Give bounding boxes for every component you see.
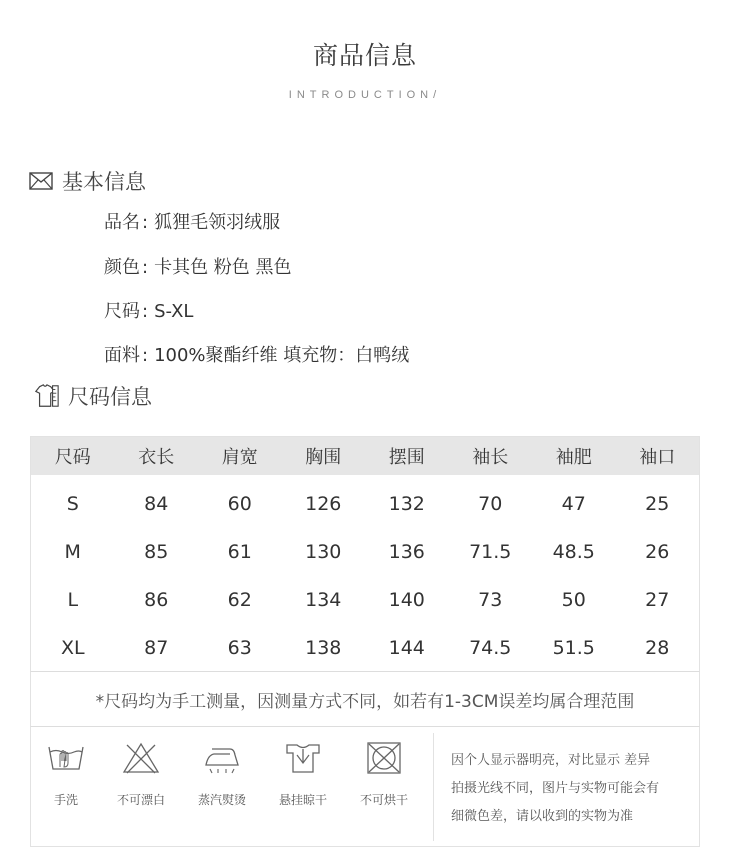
table-header-cell: 肩宽: [221, 447, 258, 468]
info-sep: :: [142, 345, 149, 366]
table-cell: 130: [305, 541, 342, 563]
care-label: 不可烘干: [359, 793, 408, 807]
table-cell: 28: [645, 637, 670, 659]
info-value: 狐狸毛领羽绒服: [154, 212, 281, 233]
care-label: 手洗: [53, 793, 78, 807]
page-title: 商品信息: [312, 41, 417, 70]
info-row-name: [104, 208, 280, 234]
info-label: 尺码: [104, 301, 140, 322]
table-cell: 26: [645, 541, 670, 563]
table-row: [31, 624, 699, 672]
basic-info-heading: [28, 166, 146, 196]
tshirt-ruler-icon: [34, 384, 60, 408]
info-row-size: [104, 297, 193, 323]
table-header-cell: 尺码: [54, 447, 91, 468]
page-subtitle: INTRODUCTION/: [288, 89, 442, 101]
info-label: 面料: [104, 345, 140, 366]
table-cell: S: [66, 493, 79, 515]
info-label: 颜色: [104, 257, 140, 278]
table-cell: 47: [561, 493, 586, 515]
info-value: 卡其色 粉色 黑色: [154, 257, 292, 278]
table-cell: 85: [144, 541, 169, 563]
table-header-cell: 袖口: [639, 447, 676, 468]
envelope-icon: [28, 169, 54, 193]
table-cell: 62: [227, 589, 252, 611]
table-cell: 134: [305, 589, 342, 611]
hang-dry-icon: [268, 741, 338, 775]
table-header-cell: 袖长: [472, 447, 509, 468]
size-table: [30, 436, 700, 673]
info-value: S-XL: [154, 301, 194, 322]
size-info-heading: [34, 381, 152, 411]
table-cell: 61: [227, 541, 252, 563]
care-label: 悬挂晾干: [278, 793, 327, 807]
info-sep: :: [142, 257, 149, 278]
table-cell: M: [64, 541, 81, 563]
care-label: 不可漂白: [116, 793, 165, 807]
no-tumble-dry-icon: [349, 741, 419, 775]
table-cell: 144: [388, 637, 425, 659]
info-row-color: [104, 253, 292, 279]
table-body: [31, 475, 699, 673]
table-header-cell: 摆围: [388, 447, 425, 468]
table-cell: XL: [60, 637, 85, 659]
table-cell: L: [67, 589, 79, 611]
care-divider: [433, 733, 434, 841]
care-note-line: 拍摄光线不同，图片与实物可能会有: [451, 781, 660, 796]
hand-wash-icon: [31, 741, 101, 775]
table-cell: 84: [144, 493, 169, 515]
care-label: 蒸汽熨烫: [197, 793, 246, 807]
table-cell: 74.5: [469, 637, 512, 659]
basic-info-title: 基本信息: [62, 170, 146, 194]
table-row: [31, 528, 699, 576]
table-cell: 73: [478, 589, 503, 611]
color-difference-note: [451, 747, 696, 831]
care-item-no-tumble-dry: [349, 741, 419, 808]
care-instructions: [30, 727, 700, 847]
table-cell: 63: [227, 637, 252, 659]
care-item-steam-iron: [187, 741, 257, 808]
table-header-cell: 袖肥: [555, 447, 592, 468]
measurement-note: *尺码均为手工测量，因测量方式不同，如若有1-3CM误差均属合理范围: [30, 671, 700, 727]
table-header-row: [31, 437, 699, 475]
table-cell: 70: [478, 493, 503, 515]
care-note-line: 细微色差，请以收到的实物为准: [451, 809, 634, 824]
table-cell: 50: [561, 589, 586, 611]
table-cell: 60: [227, 493, 252, 515]
table-row: [31, 480, 699, 528]
table-cell: 71.5: [469, 541, 512, 563]
table-cell: 140: [388, 589, 425, 611]
size-info-title: 尺码信息: [68, 385, 152, 409]
info-row-fabric: [104, 341, 409, 367]
info-value: 100%聚酯纤维 填充物：白鸭绒: [154, 345, 410, 366]
care-item-no-bleach: [106, 741, 176, 808]
table-cell: 87: [144, 637, 169, 659]
no-bleach-icon: [106, 741, 176, 775]
table-cell: 51.5: [552, 637, 595, 659]
info-label: 品名: [104, 212, 140, 233]
table-cell: 132: [388, 493, 425, 515]
table-cell: 27: [645, 589, 670, 611]
table-cell: 136: [388, 541, 425, 563]
table-cell: 126: [305, 493, 342, 515]
info-sep: :: [142, 301, 149, 322]
table-cell: 138: [305, 637, 342, 659]
table-header-cell: 衣长: [138, 447, 175, 468]
care-item-hand-wash: [31, 741, 101, 808]
care-note-line: 因个人显示器明亮，对比显示 差异: [451, 753, 651, 768]
steam-iron-icon: [187, 741, 257, 775]
care-item-hang-dry: [268, 741, 338, 808]
info-sep: :: [142, 212, 149, 233]
table-cell: 48.5: [552, 541, 595, 563]
table-header-cell: 胸围: [305, 447, 342, 468]
table-cell: 25: [645, 493, 670, 515]
table-cell: 86: [144, 589, 169, 611]
table-row: [31, 576, 699, 624]
